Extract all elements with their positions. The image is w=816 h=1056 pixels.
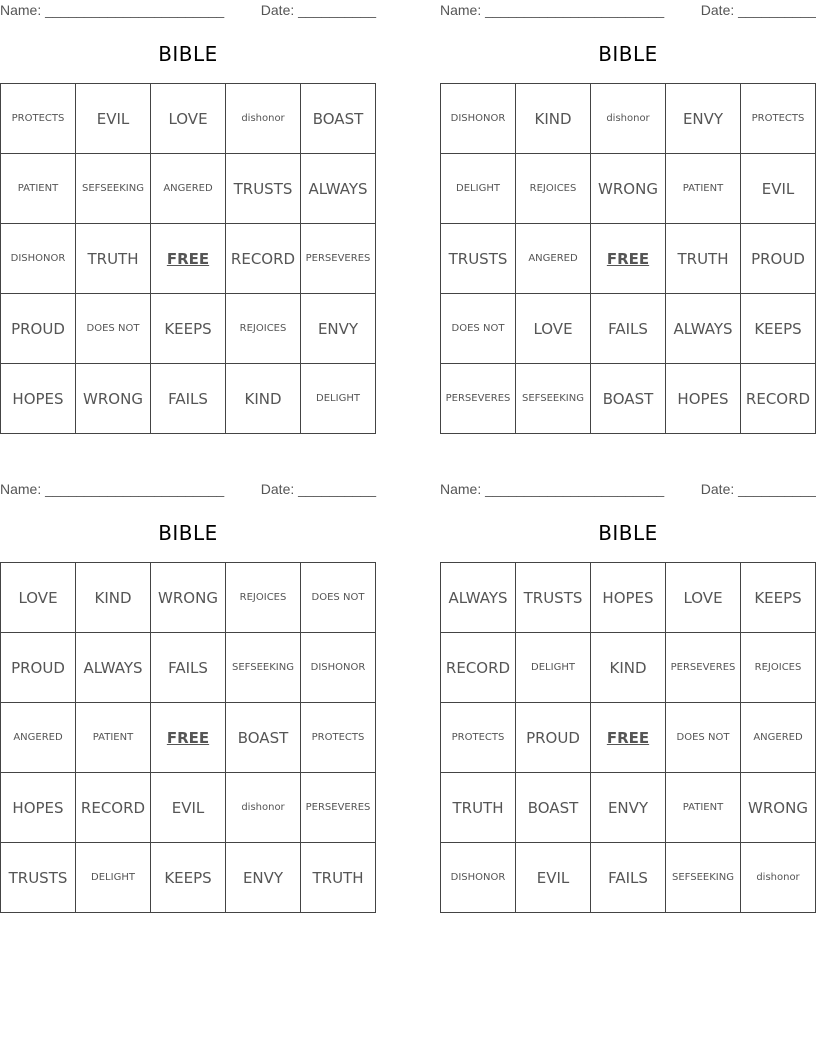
bingo-cell: HOPES xyxy=(1,773,76,843)
card-header xyxy=(0,0,376,22)
bingo-cell: RECORD xyxy=(741,364,816,434)
bingo-cell: TRUSTS xyxy=(441,224,516,294)
bingo-cell: DOES NOT xyxy=(76,294,151,364)
card-header xyxy=(0,479,376,501)
bingo-cell: DOES NOT xyxy=(666,703,741,773)
grid-row xyxy=(1,703,376,773)
bingo-cell: TRUSTS xyxy=(516,563,591,633)
bingo-cell: RECORD xyxy=(441,633,516,703)
card-title: BIBLE xyxy=(158,521,218,545)
bingo-cell: ENVY xyxy=(301,294,376,364)
bingo-cell: PROUD xyxy=(1,294,76,364)
bingo-cell: LOVE xyxy=(516,294,591,364)
name-field-label: Name: _______________________ xyxy=(440,2,665,18)
bingo-cell: PROTECTS xyxy=(741,84,816,154)
grid-row xyxy=(1,773,376,843)
bingo-cell: dishonor xyxy=(226,84,301,154)
free-space-cell: FREE xyxy=(591,224,666,294)
bingo-cell: ANGERED xyxy=(516,224,591,294)
bingo-cell: HOPES xyxy=(591,563,666,633)
bingo-cell: DISHONOR xyxy=(441,843,516,913)
grid-row xyxy=(441,294,816,364)
bingo-cell: REJOICES xyxy=(741,633,816,703)
bingo-cell: dishonor xyxy=(226,773,301,843)
bingo-cell: WRONG xyxy=(591,154,666,224)
grid-row xyxy=(441,843,816,913)
bingo-cell: KIND xyxy=(591,633,666,703)
bingo-cell: PERSEVERES xyxy=(441,364,516,434)
grid-row xyxy=(1,364,376,434)
bingo-cell: REJOICES xyxy=(226,294,301,364)
bingo-cell: ALWAYS xyxy=(76,633,151,703)
bingo-cell: PROTECTS xyxy=(1,84,76,154)
bingo-cell: DISHONOR xyxy=(1,224,76,294)
bingo-cell: PROUD xyxy=(1,633,76,703)
bingo-cell: BOAST xyxy=(301,84,376,154)
bingo-cell: SEFSEEKING xyxy=(226,633,301,703)
card-title: BIBLE xyxy=(598,521,658,545)
bingo-cell: LOVE xyxy=(151,84,226,154)
grid-row xyxy=(1,294,376,364)
card-title: BIBLE xyxy=(158,42,218,66)
bingo-cell: BOAST xyxy=(226,703,301,773)
date-field-label: Date: __________ xyxy=(260,481,376,497)
name-field-label: Name: _______________________ xyxy=(0,2,225,18)
bingo-cell: KIND xyxy=(516,84,591,154)
bingo-cell: KEEPS xyxy=(151,294,226,364)
free-space-cell: FREE xyxy=(151,224,226,294)
bingo-cell: ENVY xyxy=(591,773,666,843)
bingo-cell: ANGERED xyxy=(741,703,816,773)
bingo-cell: TRUTH xyxy=(666,224,741,294)
bingo-cell: EVIL xyxy=(516,843,591,913)
bingo-card-2 xyxy=(440,0,816,440)
bingo-card-3 xyxy=(0,479,376,919)
bingo-cell: KIND xyxy=(226,364,301,434)
bingo-cell: DELIGHT xyxy=(441,154,516,224)
bingo-cell: ALWAYS xyxy=(666,294,741,364)
grid-row xyxy=(441,364,816,434)
grid-row xyxy=(441,773,816,843)
bingo-cell: PROUD xyxy=(741,224,816,294)
bingo-cell: KEEPS xyxy=(151,843,226,913)
bingo-cell: TRUTH xyxy=(441,773,516,843)
bingo-cell: RECORD xyxy=(76,773,151,843)
grid-row xyxy=(441,224,816,294)
bingo-cell: DOES NOT xyxy=(441,294,516,364)
bingo-cell: SEFSEEKING xyxy=(666,843,741,913)
grid-row xyxy=(441,633,816,703)
bingo-cell: PATIENT xyxy=(666,773,741,843)
bingo-cell: TRUSTS xyxy=(226,154,301,224)
bingo-cell: PROTECTS xyxy=(301,703,376,773)
bingo-cell: ANGERED xyxy=(151,154,226,224)
bingo-cell: LOVE xyxy=(1,563,76,633)
bingo-cell: BOAST xyxy=(591,364,666,434)
bingo-grid xyxy=(0,83,376,434)
bingo-cell: ALWAYS xyxy=(301,154,376,224)
name-field-label: Name: _______________________ xyxy=(440,481,665,497)
bingo-cell: PERSEVERES xyxy=(666,633,741,703)
bingo-cell: HOPES xyxy=(1,364,76,434)
grid-row xyxy=(441,154,816,224)
bingo-cell: PROUD xyxy=(516,703,591,773)
bingo-cell: WRONG xyxy=(151,563,226,633)
bingo-grid xyxy=(440,83,816,434)
bingo-cell: DOES NOT xyxy=(301,563,376,633)
bingo-cell: ALWAYS xyxy=(441,563,516,633)
bingo-cell: FAILS xyxy=(151,364,226,434)
bingo-cell: SEFSEEKING xyxy=(76,154,151,224)
bingo-cell: KEEPS xyxy=(741,294,816,364)
bingo-cell: FAILS xyxy=(591,843,666,913)
bingo-cell: ANGERED xyxy=(1,703,76,773)
bingo-cell: REJOICES xyxy=(516,154,591,224)
grid-row xyxy=(441,703,816,773)
bingo-cell: PROTECTS xyxy=(441,703,516,773)
date-field-label: Date: __________ xyxy=(700,481,816,497)
bingo-cell: LOVE xyxy=(666,563,741,633)
grid-row xyxy=(1,154,376,224)
bingo-cell: TRUTH xyxy=(301,843,376,913)
bingo-cell: EVIL xyxy=(76,84,151,154)
grid-row xyxy=(1,633,376,703)
bingo-cell: TRUSTS xyxy=(1,843,76,913)
grid-row xyxy=(441,563,816,633)
bingo-cell: DISHONOR xyxy=(301,633,376,703)
grid-row xyxy=(1,224,376,294)
grid-row xyxy=(441,84,816,154)
free-space-cell: FREE xyxy=(591,703,666,773)
bingo-card-1 xyxy=(0,0,376,440)
bingo-cell: PERSEVERES xyxy=(301,224,376,294)
bingo-cell: SEFSEEKING xyxy=(516,364,591,434)
grid-row xyxy=(1,563,376,633)
bingo-cell: WRONG xyxy=(76,364,151,434)
bingo-cell: FAILS xyxy=(151,633,226,703)
bingo-cell: DELIGHT xyxy=(76,843,151,913)
bingo-cell: BOAST xyxy=(516,773,591,843)
bingo-card-4 xyxy=(440,479,816,919)
bingo-cell: DELIGHT xyxy=(301,364,376,434)
bingo-cell: ENVY xyxy=(226,843,301,913)
bingo-grid xyxy=(0,562,376,913)
bingo-cell: DELIGHT xyxy=(516,633,591,703)
bingo-cell: DISHONOR xyxy=(441,84,516,154)
card-header xyxy=(440,0,816,22)
free-space-cell: FREE xyxy=(151,703,226,773)
bingo-cell: PERSEVERES xyxy=(301,773,376,843)
bingo-cell: PATIENT xyxy=(76,703,151,773)
bingo-grid xyxy=(440,562,816,913)
bingo-cell: TRUTH xyxy=(76,224,151,294)
bingo-cell: ENVY xyxy=(666,84,741,154)
bingo-cell: HOPES xyxy=(666,364,741,434)
date-field-label: Date: __________ xyxy=(260,2,376,18)
name-field-label: Name: _______________________ xyxy=(0,481,225,497)
bingo-cell: FAILS xyxy=(591,294,666,364)
card-header xyxy=(440,479,816,501)
bingo-cell: KEEPS xyxy=(741,563,816,633)
bingo-cell: PATIENT xyxy=(1,154,76,224)
bingo-cell: dishonor xyxy=(741,843,816,913)
date-field-label: Date: __________ xyxy=(700,2,816,18)
bingo-cell: WRONG xyxy=(741,773,816,843)
bingo-cell: KIND xyxy=(76,563,151,633)
card-title: BIBLE xyxy=(598,42,658,66)
bingo-cell: EVIL xyxy=(151,773,226,843)
bingo-cell: REJOICES xyxy=(226,563,301,633)
grid-row xyxy=(1,84,376,154)
bingo-cell: dishonor xyxy=(591,84,666,154)
bingo-cell: PATIENT xyxy=(666,154,741,224)
bingo-cell: RECORD xyxy=(226,224,301,294)
bingo-cell: EVIL xyxy=(741,154,816,224)
grid-row xyxy=(1,843,376,913)
